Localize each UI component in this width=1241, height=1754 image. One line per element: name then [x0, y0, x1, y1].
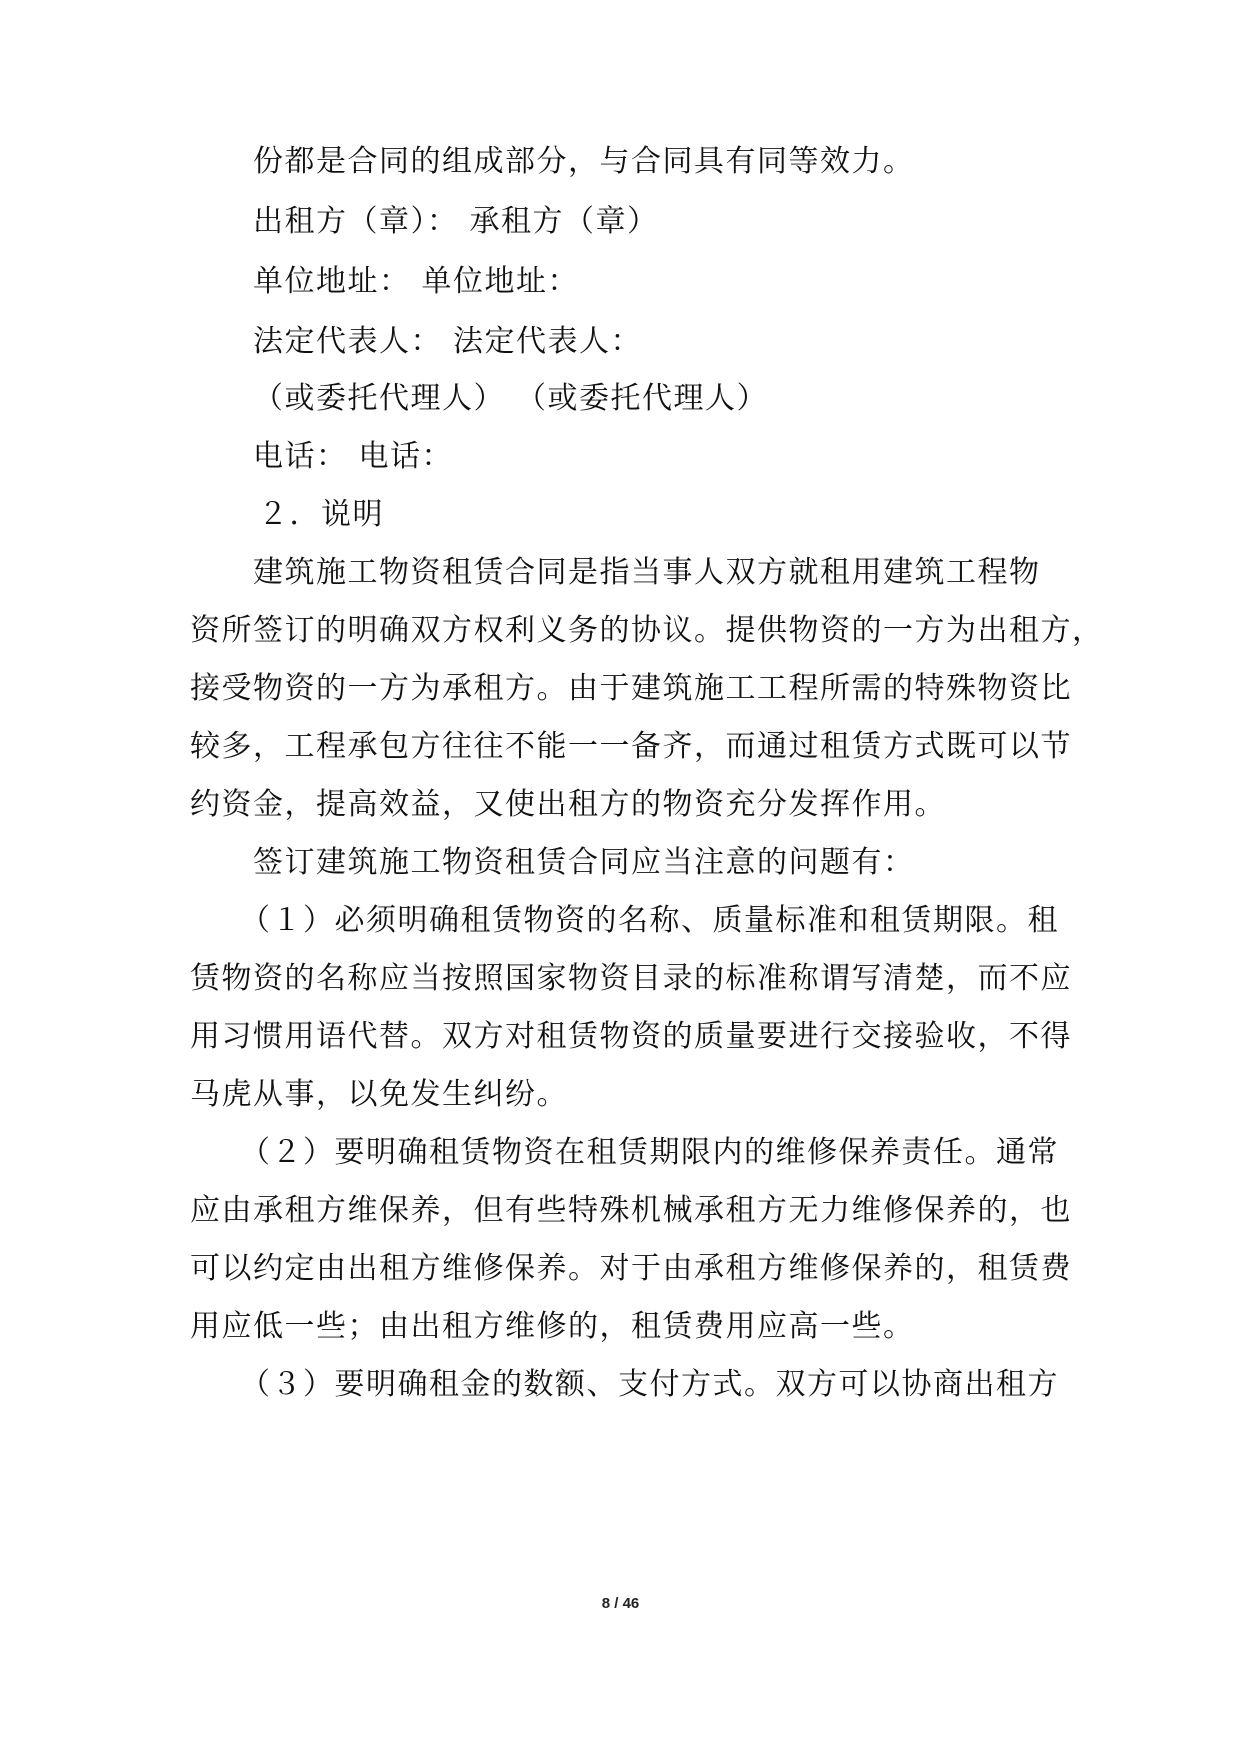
paragraph-line: 建筑施工物资租赁合同是指当事人双方就租用建筑工程物 [253, 555, 1041, 590]
legal-representative-line: 法定代表人： 法定代表人： [253, 324, 643, 359]
paragraph-line: 较多，工程承包方往往不能一一备齐，而通过租赁方式既可以节 [190, 729, 1072, 764]
address-line: 单位地址： 单位地址： [253, 264, 580, 299]
paragraph-line: 签订建筑施工物资租赁合同应当注意的问题有： [253, 845, 915, 880]
paragraph-line: 马虎从事，以免发生纠纷。 [190, 1077, 568, 1112]
paragraph-line: （１）必须明确租赁物资的名称、质量标准和租赁期限。租 [240, 903, 1059, 938]
phone-line: 电话： 电话： [253, 439, 454, 474]
paragraph-line: 接受物资的一方为承租方。由于建筑施工工程所需的特殊物资比 [190, 671, 1072, 706]
section-heading: ２．说明 [258, 497, 384, 532]
paragraph-line: （２）要明确租赁物资在租赁期限内的维修保养责任。通常 [240, 1135, 1059, 1170]
agent-line: （或委托代理人） （或委托代理人） [253, 381, 769, 416]
paragraph-line: 资所签订的明确双方权利义务的协议。提供物资的一方为出租方， [190, 613, 1104, 648]
paragraph-line: 用应低一些；由出租方维修的，租赁费用应高一些。 [190, 1309, 915, 1344]
page-number: 8 / 46 [601, 1595, 640, 1612]
paragraph-line: 用习惯用语代替。双方对租赁物资的质量要进行交接验收，不得 [190, 1019, 1072, 1054]
paragraph-line: 应由承租方维保养，但有些特殊机械承租方无力维修保养的，也 [190, 1193, 1072, 1228]
paragraph-line: 赁物资的名称应当按照国家物资目录的标准称谓写清楚，而不应 [190, 961, 1072, 996]
paragraph-line: 约资金，提高效益，又使出租方的物资充分发挥作用。 [190, 787, 946, 822]
lessor-seal-line: 出租方（章）： 承租方（章） [253, 204, 659, 239]
paragraph-line: 可以约定由出租方维修保养。对于由承租方维修保养的，租赁费 [190, 1251, 1072, 1286]
continuation-line: 份都是合同的组成部分，与合同具有同等效力。 [253, 144, 915, 179]
paragraph-line: （３）要明确租金的数额、支付方式。双方可以协商出租方 [240, 1367, 1059, 1402]
